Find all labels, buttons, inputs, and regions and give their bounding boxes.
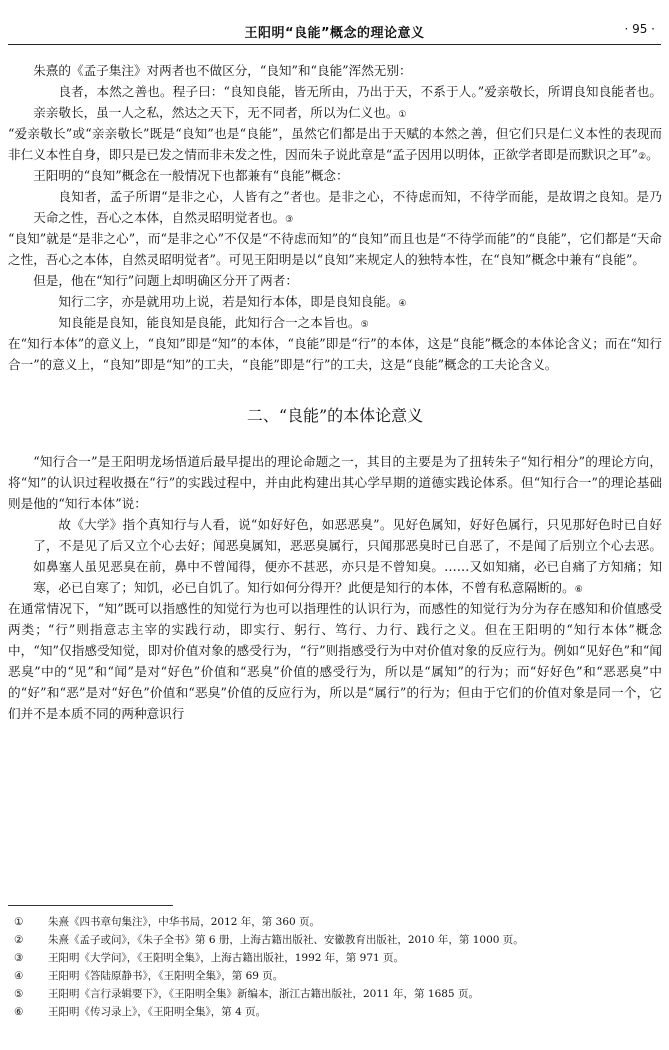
footnote-mark: ④ — [14, 970, 24, 982]
footnote-ref[interactable]: ④ — [398, 299, 407, 309]
footnote — [8, 985, 658, 1003]
paragraph-text: “爱亲敬长”或“亲亲敬长”既是“良知”也是“良能”，虽然它们都是出于天赋的本然之善，但它们只是仁义本性的表现而非仁义本性自身，即只是已发之情而非未发之性，因而朱子说此章是“孟子因用以明体，正欲学者即是而默识之耳” — [8, 126, 662, 162]
quote-text: 故《大学》指个真知行与人看，说“如好好色，如恶恶臭”。见好色属知，好好色属行，只见那好色时已自好了，不是见了后又立个心去好；闻恶臭属知，恶恶臭属行，只闻那恶臭时已自恶了，不是闻了后别立个心去恶。如鼻塞人虽见恶臭在前，鼻中不曾闻得，便亦不甚恶，亦只是不曾知臭。……又如知痛，必已自痛了方知痛；知寒，必已自寒了；知饥，必已自饥了。知行如何分得开？此便是知行的本体，不曾有私意隔断的。 — [33, 517, 662, 595]
footnote-ref[interactable]: ② — [637, 152, 647, 162]
paragraph — [8, 228, 662, 270]
paragraph — [8, 165, 662, 186]
footnote-ref[interactable]: ⑤ — [360, 320, 369, 330]
paragraph-text: 王阳明的“良知”概念在一般情况下也都兼有“良能”概念： — [33, 168, 349, 183]
paragraph — [8, 60, 662, 81]
header-rule — [8, 44, 661, 45]
quote-text: 良者，本然之善也。程子曰：“良知良能，皆无所由，乃出于天，不系于人。”爱亲敬长，所谓良知良能者也。亲亲敬长，虽一人之私，然达之天下，无不同者，所以为仁义也。 — [33, 84, 662, 120]
footnote-mark: ③ — [14, 952, 24, 964]
block-quote — [8, 186, 662, 228]
paragraph-text: 但是，他在“知行”问题上却明确区分开了两者： — [33, 273, 298, 288]
block-quote — [8, 312, 662, 333]
footnote-text: 王阳明《传习录上》，《王阳明全集》，第 4 页。 — [48, 1006, 267, 1018]
running-header — [0, 20, 669, 42]
footnote-text: 朱熹《孟子或问》，《朱子全书》第 6 册，上海古籍出版社、安徽教育出版社，2010 年，第 1000 页。 — [48, 934, 524, 946]
block-quote — [8, 514, 662, 598]
paragraph — [8, 270, 662, 291]
paragraph — [8, 451, 662, 514]
main-text — [8, 60, 662, 724]
footnote — [8, 949, 658, 967]
footnote-text: 朱熹《四书章句集注》，中华书局，2012 年，第 360 页。 — [48, 916, 321, 928]
quote-text: 知行二字，亦是就用功上说，若是知行本体，即是良知良能。 — [58, 294, 399, 309]
paragraph-text: “知行合一”是王阳明龙场悟道后最早提出的理论命题之一，其目的主要是为了扭转朱子“知行相分”的理论方向，将“知”的认识过程收摄在“行”的实践过程中，并由此构建出其心学早期的道德实践论体系。但“知行合一”的理论基础则是他的“知行本体”说： — [8, 454, 662, 511]
paragraph — [8, 123, 662, 165]
section-heading: 二、“良能”的本体论意义 — [246, 406, 424, 425]
block-quote — [8, 291, 662, 312]
footnote-text: 王阳明《大学问》，《王阳明全集》，上海古籍出版社，1992 年，第 971 页。 — [48, 952, 405, 964]
quote-text: 良知者，孟子所谓“是非之心，人皆有之”者也。是非之心，不待虑而知，不待学而能，是故谓之良知。是乃天命之性，吾心之本体，自然灵昭明觉者也。 — [33, 189, 662, 225]
footnote-mark: ⑥ — [14, 1006, 24, 1018]
paragraph-text: 在通常情况下，“知”既可以指感性的知觉行为也可以指理性的认识行为，而感性的知觉行为分为存在感知和价值感受两类；“行”则指意志主宰的实践行动，即实行、躬行、笃行、力行、践行之义。但在王阳明的“知行本体”概念中，“知”仅指感受知觉，即对价值对象的感受行为，“行”则指感受行为中对价值对象的反应行为。例如“见好色”和“闻恶臭”中的“见”和“闻”是对“好色”价值和“恶臭”价值的感受行为，所以是“属知”的行为；而“好好色”和“恶恶臭”中的“好”和“恶”是对“好色”价值和“恶臭”价值的反应行为，所以是“属行”的行为；但由于它们的价值对象是同一个，它们并不是本质不同的两种意识行 — [8, 601, 662, 721]
footnote — [8, 913, 658, 931]
running-title: 王阳明“良能”概念的理论意义 — [244, 26, 425, 41]
paragraph-text: 。 — [646, 147, 659, 162]
block-quote — [8, 81, 662, 123]
footnote — [8, 967, 658, 985]
footnote-text: 王阳明《答陆原静书》，《王阳明全集》，第 69 页。 — [48, 970, 284, 982]
footnotes — [8, 913, 658, 1021]
footnote-ref[interactable]: ① — [398, 110, 407, 120]
footnote-rule — [8, 905, 173, 906]
footnote-ref[interactable]: ③ — [285, 215, 294, 225]
footnote — [8, 931, 658, 949]
footnote-mark: ② — [14, 934, 24, 946]
paragraph — [8, 333, 662, 375]
footnote — [8, 1003, 658, 1021]
footnote-text: 王阳明《言行录辑要下》，《王阳明全集》新编本，浙江古籍出版社，2011 年，第 1685 页。 — [48, 988, 479, 1000]
footnote-mark: ⑤ — [14, 988, 24, 1000]
page-number: · 95 · — [624, 22, 655, 36]
paragraph-text: “良知”就是“是非之心”，而“是非之心”不仅是“不待虑而知”的“良知”而且也是“不待学而能”的“良能”，它们都是“天命之性，吾心之本体，自然灵昭明觉者”。可见王阳明是以“良知”来规定人的独特本性，在“良知”概念中兼有“良能”。 — [8, 231, 662, 267]
footnote-ref[interactable]: ⑥ — [574, 585, 583, 595]
quote-text: 知良能是良知，能良知是良能，此知行合一之本旨也。 — [58, 315, 361, 330]
paragraph-text: 在“知行本体”的意义上，“良知”即是“知”的本体，“良能”即是“行”的本体，这是“良能”概念的本体论含义；而在“知行合一”的意义上，“良知”即是“知”的工夫，“良能”即是“行”的工夫，这是“良能”概念的工夫论含义。 — [8, 336, 662, 372]
footnote-mark: ① — [14, 916, 24, 928]
paragraph-text: 朱熹的《孟子集注》对两者也不做区分，“良知”和“良能”浑然无别： — [33, 63, 412, 78]
paragraph — [8, 598, 662, 724]
